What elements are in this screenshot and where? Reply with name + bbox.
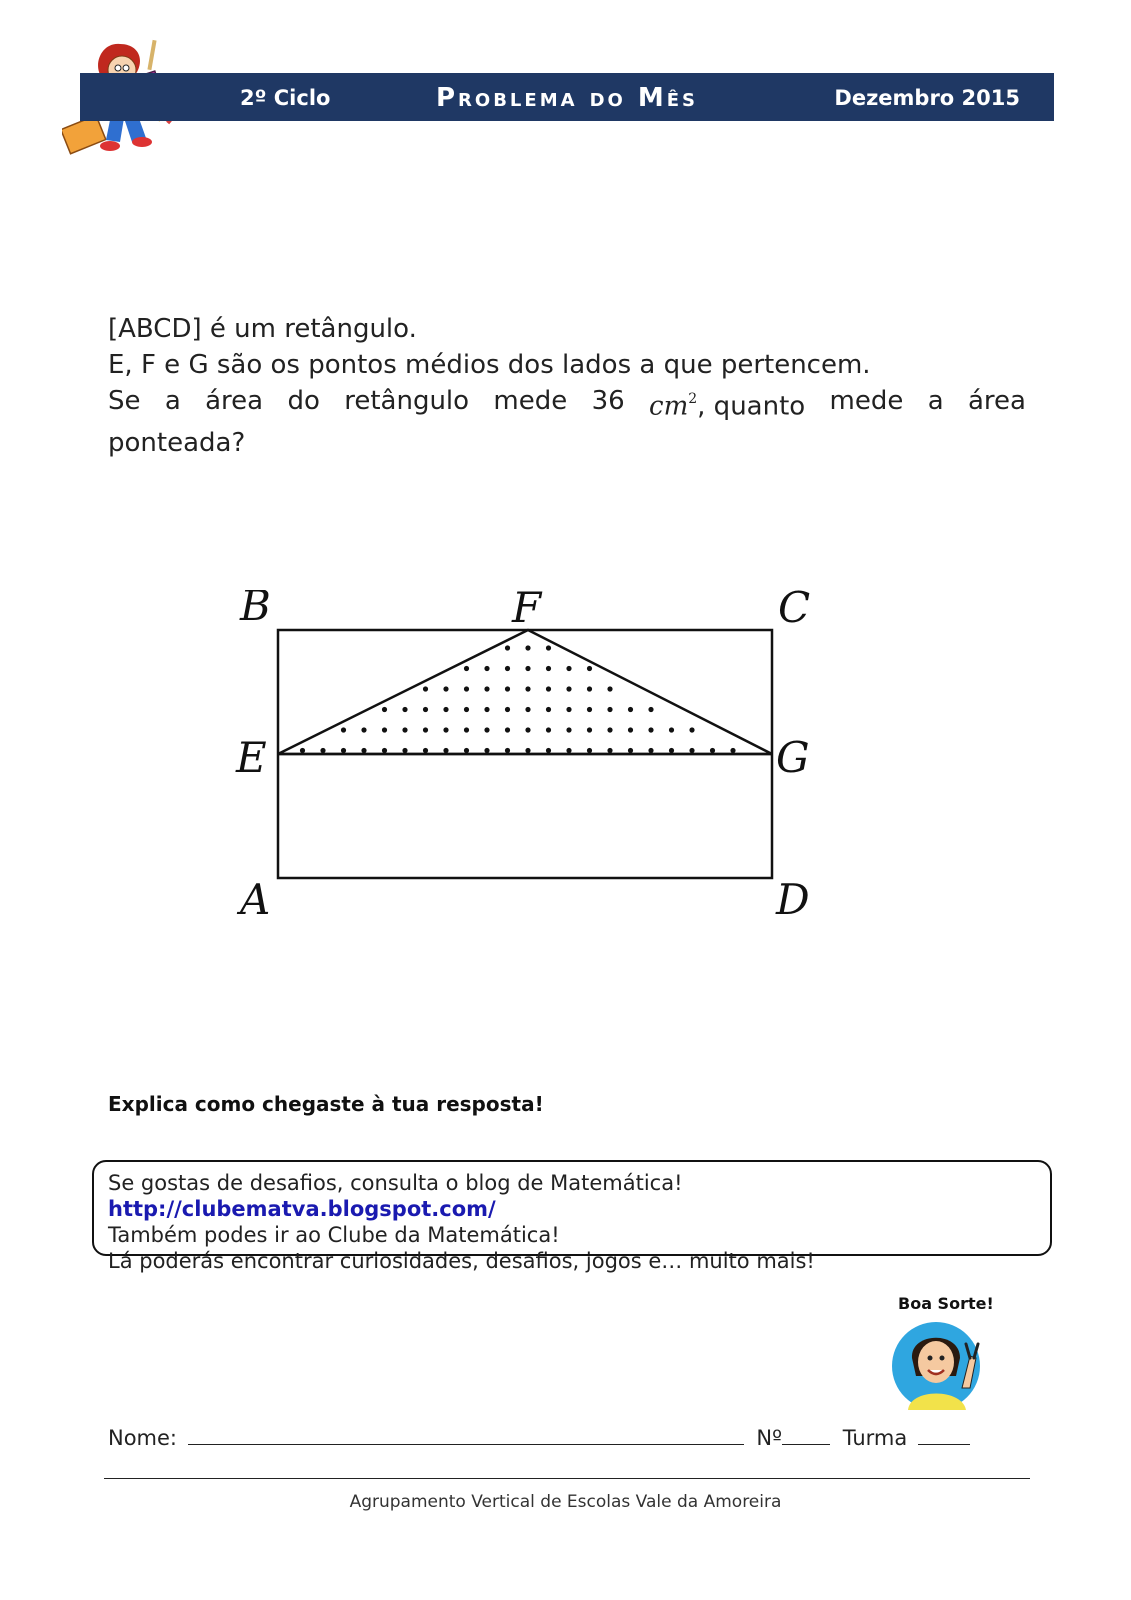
problem-line-1: [ABCD] é um retângulo. [108,314,417,344]
triangle-dot [689,727,694,732]
triangle-dot [546,748,551,753]
triangle-dot [382,748,387,753]
word: Se [108,386,141,416]
label-F: F [512,590,542,632]
label-A: A [240,875,271,924]
triangle-dot [648,707,653,712]
blog-link[interactable]: http://clubematva.blogspot.com/ [108,1197,496,1221]
triangle-dot [484,686,489,691]
triangle-dot [546,666,551,671]
triangle-dot [525,707,530,712]
triangle-dot [382,707,387,712]
triangle-dot [300,748,305,753]
triangle-dot [402,727,407,732]
problem-line-3 [108,383,1026,425]
triangle-dot [443,727,448,732]
triangle-dot [505,686,510,691]
number-label: Nº [756,1426,782,1450]
class-field[interactable] [918,1426,970,1445]
triangle-dot [443,686,448,691]
class-label: Turma [842,1426,908,1450]
footer-divider [104,1478,1030,1479]
girl-waving-illustration [890,1318,986,1414]
triangle-dot [423,748,428,753]
word: do [287,386,320,416]
triangle-dot [525,727,530,732]
triangle-dot [587,727,592,732]
label-G: G [776,733,810,782]
triangle-dot [628,748,633,753]
area-unit: $cm^2$, quanto [649,391,806,422]
triangle-dot [464,666,469,671]
word: a [927,386,944,416]
triangle-dot [607,686,612,691]
word: área [205,386,264,416]
triangle-dot [484,666,489,671]
label-C: C [778,590,811,632]
number-field[interactable] [782,1426,830,1445]
label-B: B [240,590,271,630]
triangle-dot [607,748,612,753]
triangle-dot [710,748,715,753]
triangle-dot [648,727,653,732]
blog-line-3: Lá poderás encontrar curiosidades, desafios, jogos e… muito mais! [108,1249,815,1273]
triangle-dot [525,666,530,671]
triangle-dot [484,707,489,712]
word: a [164,386,181,416]
triangle-dot [423,686,428,691]
word: área [967,386,1026,416]
triangle-dot [443,707,448,712]
triangle-dot [587,748,592,753]
blog-line-2: Também podes ir ao Clube da Matemática! [108,1223,560,1247]
triangle-dot [505,748,510,753]
triangle-dot [464,707,469,712]
triangle-dot [505,666,510,671]
triangle-dot [361,748,366,753]
triangle-dot [464,686,469,691]
problem-statement [108,311,1026,461]
word: mede [829,386,904,416]
triangle-dot [341,727,346,732]
label-D: D [776,875,810,924]
triangle-dot [669,748,674,753]
triangle-dot [402,707,407,712]
page-title: Problema do Mês [435,83,699,113]
triangle-dot [566,727,571,732]
triangle-dot [361,727,366,732]
triangle-dot [525,686,530,691]
triangle-dot [546,707,551,712]
triangle-dot [587,686,592,691]
triangle-dot [607,707,612,712]
triangle-dot [505,727,510,732]
triangle-dot [566,748,571,753]
blog-line-1 [108,1170,1036,1222]
triangle-dot [648,748,653,753]
triangle-dot [566,686,571,691]
triangle-dot [525,645,530,650]
triangle-dot [464,727,469,732]
triangle-dot [402,748,407,753]
problem-line-4: ponteada? [108,427,246,458]
school-cycle: 2º Ciclo [240,86,331,110]
triangle-dot [730,748,735,753]
triangle-dot [628,727,633,732]
triangle-dot [607,727,612,732]
triangle-dot [587,666,592,671]
triangle-dot [587,707,592,712]
header-date: Dezembro 2015 [834,86,1020,110]
triangle-dot [505,707,510,712]
rectangle-figure [230,590,850,950]
triangle-dot [566,707,571,712]
blog-invite-text: Se gostas de desafios, consulta o blog de Matemática! [108,1171,683,1195]
triangle-dot [423,727,428,732]
triangle-dot [525,748,530,753]
triangle-dot [382,727,387,732]
good-luck-text: Boa Sorte! [898,1294,994,1313]
student-info-row [108,1426,970,1450]
explain-prompt: Explica como chegaste à tua resposta! [108,1092,544,1116]
triangle-dot [423,707,428,712]
triangle-dot [320,748,325,753]
triangle-dot [443,748,448,753]
triangle-dot [484,727,489,732]
blog-info-box [92,1160,1052,1273]
word: mede [493,386,568,416]
label-E: E [236,733,267,782]
triangle-dot [566,666,571,671]
triangle-dot [341,748,346,753]
triangle-dot [464,748,469,753]
triangle-dot [546,645,551,650]
name-field[interactable] [188,1426,744,1445]
word: retângulo [344,386,470,416]
triangle-dot [484,748,489,753]
word: 36 [591,386,625,416]
footer-school-name: Agrupamento Vertical de Escolas Vale da Amoreira [349,1492,782,1512]
name-label: Nome: [108,1426,178,1450]
triangle-dot [546,727,551,732]
header-bar [80,73,1054,121]
problem-line-2: E, F e G são os pontos médios dos lados a que pertencem. [108,350,871,380]
triangle-dot [505,645,510,650]
triangle-dot [546,686,551,691]
triangle-dot [628,707,633,712]
triangle-dot [669,727,674,732]
triangle-dot [689,748,694,753]
dotted-triangle-EFG [278,630,772,754]
